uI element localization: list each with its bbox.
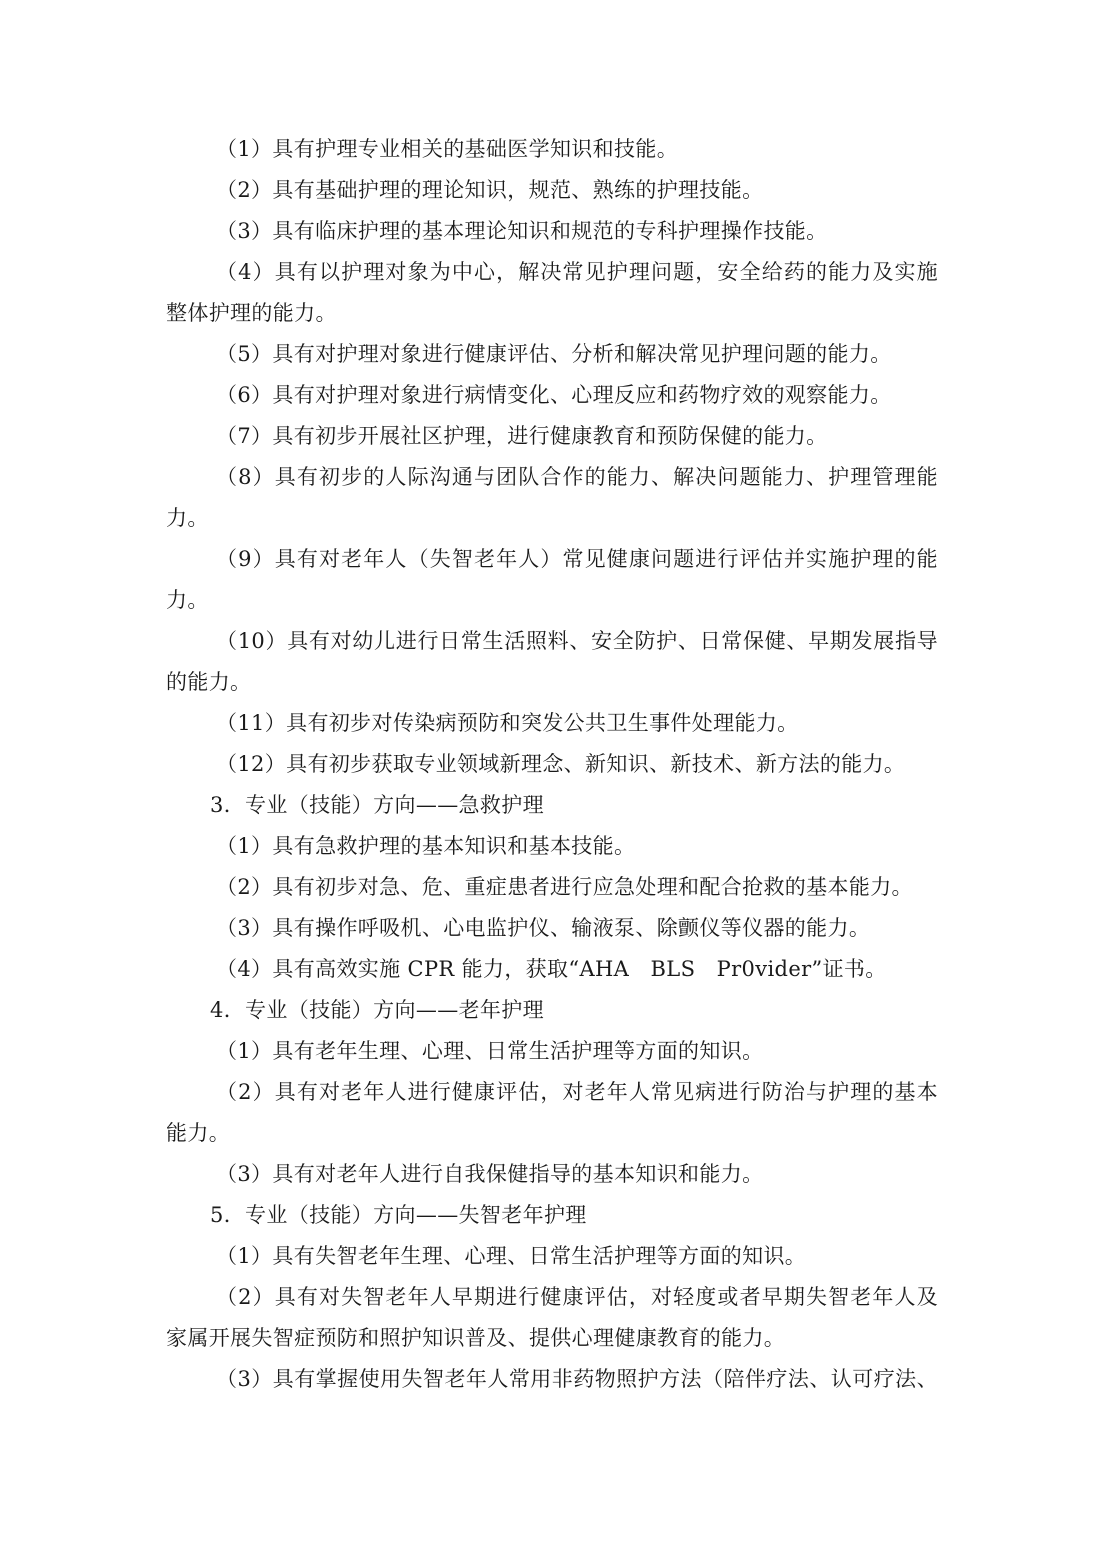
text-line: 力。 — [166, 506, 209, 530]
text-line: （2）具有对失智老年人早期进行健康评估，对轻度或者早期失智老年人及 — [216, 1285, 938, 1309]
section-heading-emergency-nursing — [166, 785, 938, 826]
text-line: （1）具有急救护理的基本知识和基本技能。 — [216, 834, 636, 858]
text-line: 3．专业（技能）方向——急救护理 — [210, 793, 544, 817]
paragraph-15 — [166, 908, 938, 949]
text-line: （3）具有临床护理的基本理论知识和规范的专科护理操作技能。 — [216, 219, 828, 243]
text-line: 能力。 — [166, 1121, 231, 1145]
paragraph-12 — [166, 744, 938, 785]
paragraph-8 — [166, 457, 938, 539]
text-line: （12）具有初步获取专业领域新理念、新知识、新技术、新方法的能力。 — [216, 752, 906, 776]
text-line: （1）具有护理专业相关的基础医学知识和技能。 — [216, 137, 679, 161]
paragraph-20 — [166, 1236, 938, 1277]
section-heading-geriatric-nursing — [166, 990, 938, 1031]
text-line: （4）具有高效实施 CPR 能力，获取“AHA BLS Pr0vider”证书。 — [216, 957, 887, 981]
text-line: （3）具有掌握使用失智老年人常用非药物照护方法（陪伴疗法、认可疗法、 — [216, 1367, 938, 1391]
text-line: 整体护理的能力。 — [166, 301, 337, 325]
paragraph-14 — [166, 867, 938, 908]
paragraph-22 — [166, 1359, 938, 1400]
document-body — [166, 129, 938, 1400]
paragraph-21 — [166, 1277, 938, 1359]
text-line: 力。 — [166, 588, 209, 612]
paragraph-2 — [166, 170, 938, 211]
paragraph-4 — [166, 252, 938, 334]
text-line: （6）具有对护理对象进行病情变化、心理反应和药物疗效的观察能力。 — [216, 383, 892, 407]
section-heading-dementia-nursing — [166, 1195, 938, 1236]
paragraph-10 — [166, 621, 938, 703]
text-line: （3）具有操作呼吸机、心电监护仪、输液泵、除颤仪等仪器的能力。 — [216, 916, 871, 940]
text-line: （4）具有以护理对象为中心，解决常见护理问题，安全给药的能力及实施 — [216, 260, 938, 284]
paragraph-7 — [166, 416, 938, 457]
text-line: 的能力。 — [166, 670, 252, 694]
paragraph-17 — [166, 1031, 938, 1072]
paragraph-6 — [166, 375, 938, 416]
text-line: 家属开展失智症预防和照护知识普及、提供心理健康教育的能力。 — [166, 1326, 786, 1350]
text-line: （2）具有对老年人进行健康评估，对老年人常见病进行防治与护理的基本 — [216, 1080, 938, 1104]
text-line: （11）具有初步对传染病预防和突发公共卫生事件处理能力。 — [216, 711, 799, 735]
text-line: （7）具有初步开展社区护理，进行健康教育和预防保健的能力。 — [216, 424, 828, 448]
paragraph-5 — [166, 334, 938, 375]
paragraph-1 — [166, 129, 938, 170]
text-line: （10）具有对幼儿进行日常生活照料、安全防护、日常保健、早期发展指导 — [216, 629, 938, 653]
text-line: （2）具有基础护理的理论知识，规范、熟练的护理技能。 — [216, 178, 764, 202]
text-line: （5）具有对护理对象进行健康评估、分析和解决常见护理问题的能力。 — [216, 342, 892, 366]
text-line: 5．专业（技能）方向——失智老年护理 — [210, 1203, 587, 1227]
paragraph-11 — [166, 703, 938, 744]
text-line: （1）具有失智老年生理、心理、日常生活护理等方面的知识。 — [216, 1244, 807, 1268]
text-line: （9）具有对老年人（失智老年人）常见健康问题进行评估并实施护理的能 — [216, 547, 938, 571]
paragraph-18 — [166, 1072, 938, 1154]
text-line: （1）具有老年生理、心理、日常生活护理等方面的知识。 — [216, 1039, 764, 1063]
paragraph-3 — [166, 211, 938, 252]
paragraph-9 — [166, 539, 938, 621]
paragraph-16 — [166, 949, 938, 990]
text-line: （2）具有初步对急、危、重症患者进行应急处理和配合抢救的基本能力。 — [216, 875, 913, 899]
text-line: （8）具有初步的人际沟通与团队合作的能力、解决问题能力、护理管理能 — [216, 465, 938, 489]
text-line: 4．专业（技能）方向——老年护理 — [210, 998, 544, 1022]
text-line: （3）具有对老年人进行自我保健指导的基本知识和能力。 — [216, 1162, 764, 1186]
paragraph-13 — [166, 826, 938, 867]
paragraph-19 — [166, 1154, 938, 1195]
